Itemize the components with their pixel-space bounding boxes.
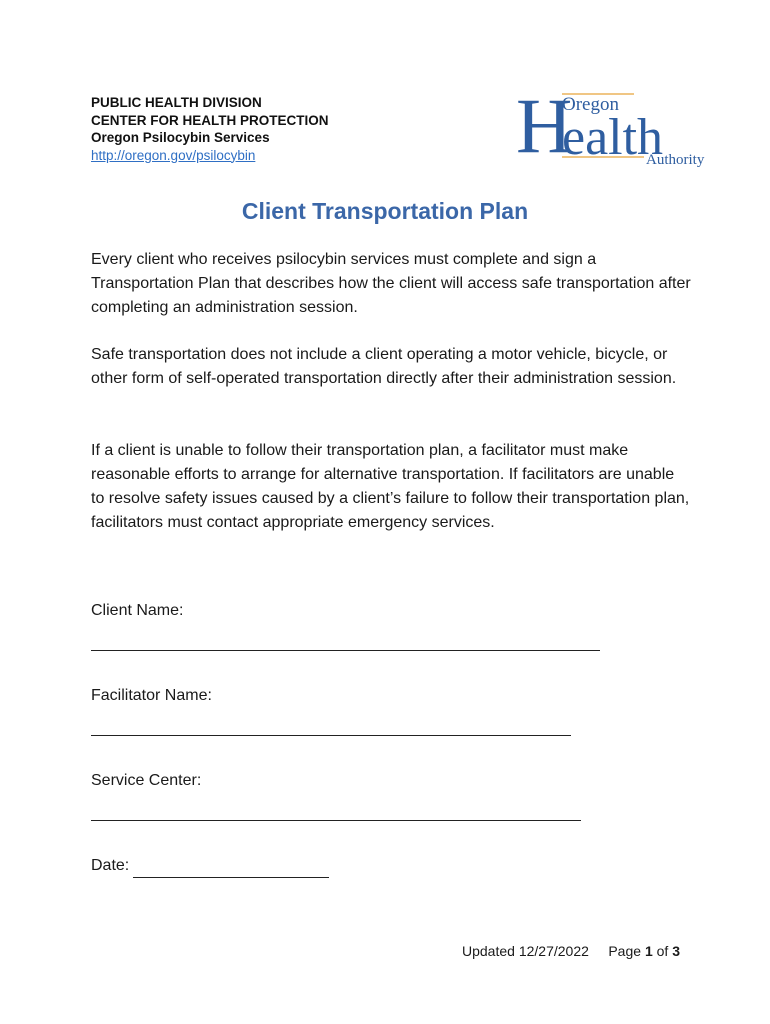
date-row [91, 854, 329, 878]
page-of: of [656, 943, 669, 959]
logo-bottom-text: Authority [646, 152, 705, 168]
date-label: Date: [91, 857, 130, 874]
paragraph-safe-transportation: Safe transportation does not include a client operating a motor vehicle, bicycle, or other form of self-operated transportation directly after their administration session. [91, 346, 677, 387]
service-center-field[interactable] [91, 820, 581, 821]
client-name-label: Client Name: [91, 602, 184, 619]
service-center-label: Service Center: [91, 772, 202, 789]
facilitator-name-label: Facilitator Name: [91, 687, 212, 704]
logo-h-letter: H [516, 88, 573, 168]
updated-date: Updated 12/27/2022 [462, 943, 589, 959]
program-name: Oregon Psilocybin Services [91, 130, 270, 145]
page-total: 3 [672, 943, 680, 959]
page-label: Page [608, 943, 642, 959]
program-link[interactable]: http://oregon.gov/psilocybin [91, 147, 256, 163]
logo-main-text: ealth [562, 109, 664, 166]
agency-header [91, 94, 329, 164]
page-current: 1 [644, 943, 653, 959]
date-field[interactable] [133, 859, 329, 878]
paragraph-requirement: Every client who receives psilocybin services must complete and sign a Transportation Plan that describes how the client will access safe transportation after completing an administration session. [91, 251, 691, 316]
facilitator-name-field[interactable] [91, 735, 571, 736]
logo-top-text: Oregon [562, 94, 619, 115]
client-name-field[interactable] [91, 650, 600, 651]
oregon-health-authority-logo [516, 88, 716, 168]
paragraph-alternative-transport: If a client is unable to follow their transportation plan, a facilitator must make reasonable efforts to arrange for alternative transportation. If facilitators are unable to resolve safety issues caused by a client’s failure to follow their transportation plan, facilitators must contact appropriate emergency services. [91, 442, 690, 531]
center-name: CENTER FOR HEALTH PROTECTION [91, 112, 329, 128]
division-name: PUBLIC HEALTH DIVISION [91, 95, 262, 110]
document-title: Client Transportation Plan [241, 198, 529, 224]
page-footer [462, 941, 680, 961]
